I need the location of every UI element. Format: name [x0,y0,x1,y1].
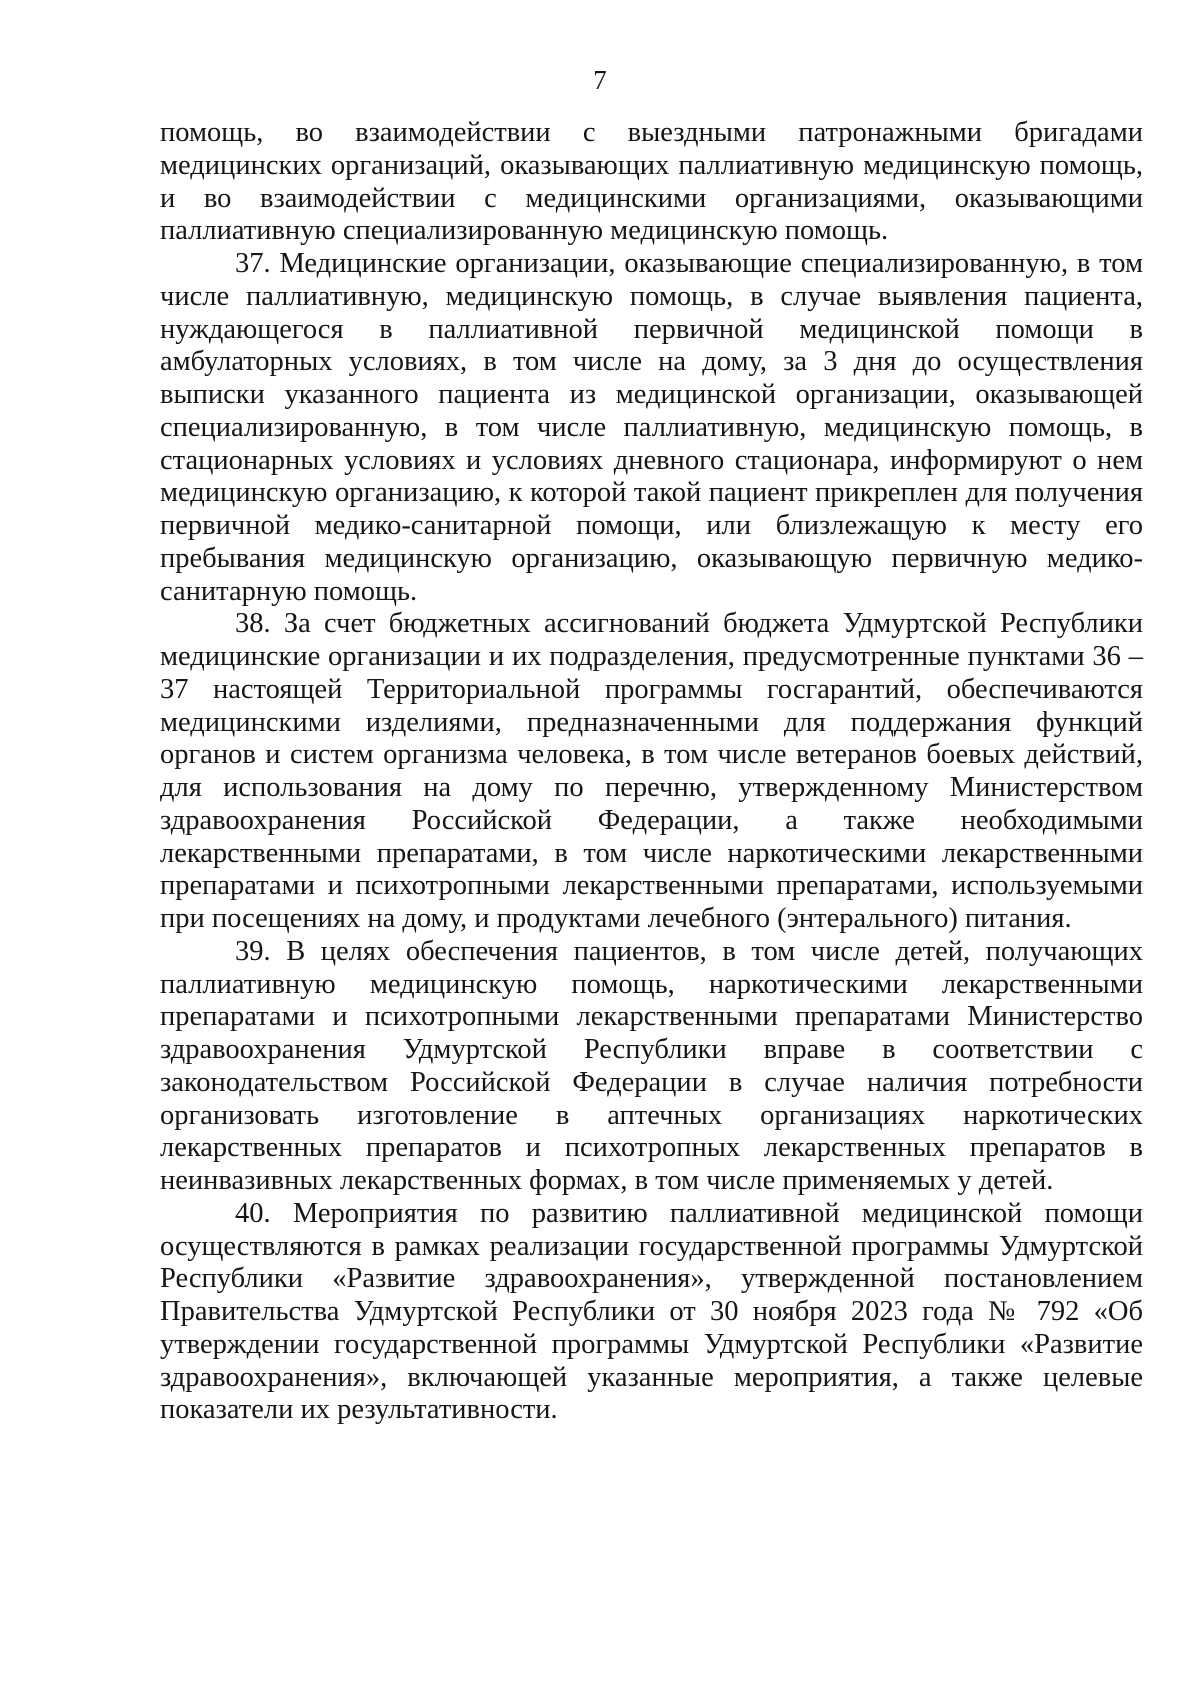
paragraph-continuation: помощь, во взаимодействии с выездными патронажными бригадами медицинских организаций, оказывающих паллиативную медицинскую помощь, и во взаимодействии с медицинскими организациями, оказывающими паллиативную специализированную медицинскую помощь. [160,117,1143,247]
paragraph-38: 38. За счет бюджетных ассигнований бюджета Удмуртской Республики медицинские организации и их подразделения, предусмотренные пунктами 36 – 37 настоящей Территориальной программы госгарантий, обеспечиваются медицинскими изделиями, предназначенными для поддержания функций органов и систем организма человека, в том числе ветеранов боевых действий, для использования на дому по перечню, утвержденному Министерством здравоохранения Российской Федерации, а также необходимыми лекарственными препаратами, в том числе наркотическими лекарственными препаратами и психотропными лекарственными препаратами, используемыми при посещениях на дому, и продуктами лечебного (энтерального) питания. [160,608,1143,934]
paragraph-39: 39. В целях обеспечения пациентов, в том числе детей, получающих паллиативную медицинскую помощь, наркотическими лекарственными препаратами и психотропными лекарственными препаратами Министерство здравоохранения Удмуртской Республики вправе в соответствии с законодательством Российской Федерации в случае наличия потребности организовать изготовление в аптечных организациях наркотических лекарственных препаратов и психотропных лекарственных препаратов в неинвазивных лекарственных формах, в том числе применяемых у детей. [160,935,1143,1196]
paragraph-37: 37. Медицинские организации, оказывающие специализированную, в том числе паллиативную, медицинскую помощь, в случае выявления пациента, нуждающегося в паллиативной первичной медицинской помощи в амбулаторных условиях, в том числе на дому, за 3 дня до осуществления выписки указанного пациента из медицинской организации, оказывающей специализированную, в том числе паллиативную, медицинскую помощь, в стационарных условиях и условиях дневного стационара, информируют о нем медицинскую организацию, к которой такой пациент прикреплен для получения первичной медико-санитарной помощи, или близлежащую к месту его пребывания медицинскую организацию, оказывающую первичную медико-санитарную помощь. [160,248,1143,607]
document-body [160,117,1143,1427]
paragraph-40: 40. Мероприятия по развитию паллиативной медицинской помощи осуществляются в рамках реализации государственной программы Удмуртской Республики «Развитие здравоохранения», утвержденной постановлением Правительства Удмуртской Республики от 30 ноября 2023 года № 792 «Об утверждении государственной программы Удмуртской Республики «Развитие здравоохранения», включающей указанные мероприятия, а также целевые показатели их результативности. [160,1197,1143,1426]
page-number: 7 [593,65,607,95]
